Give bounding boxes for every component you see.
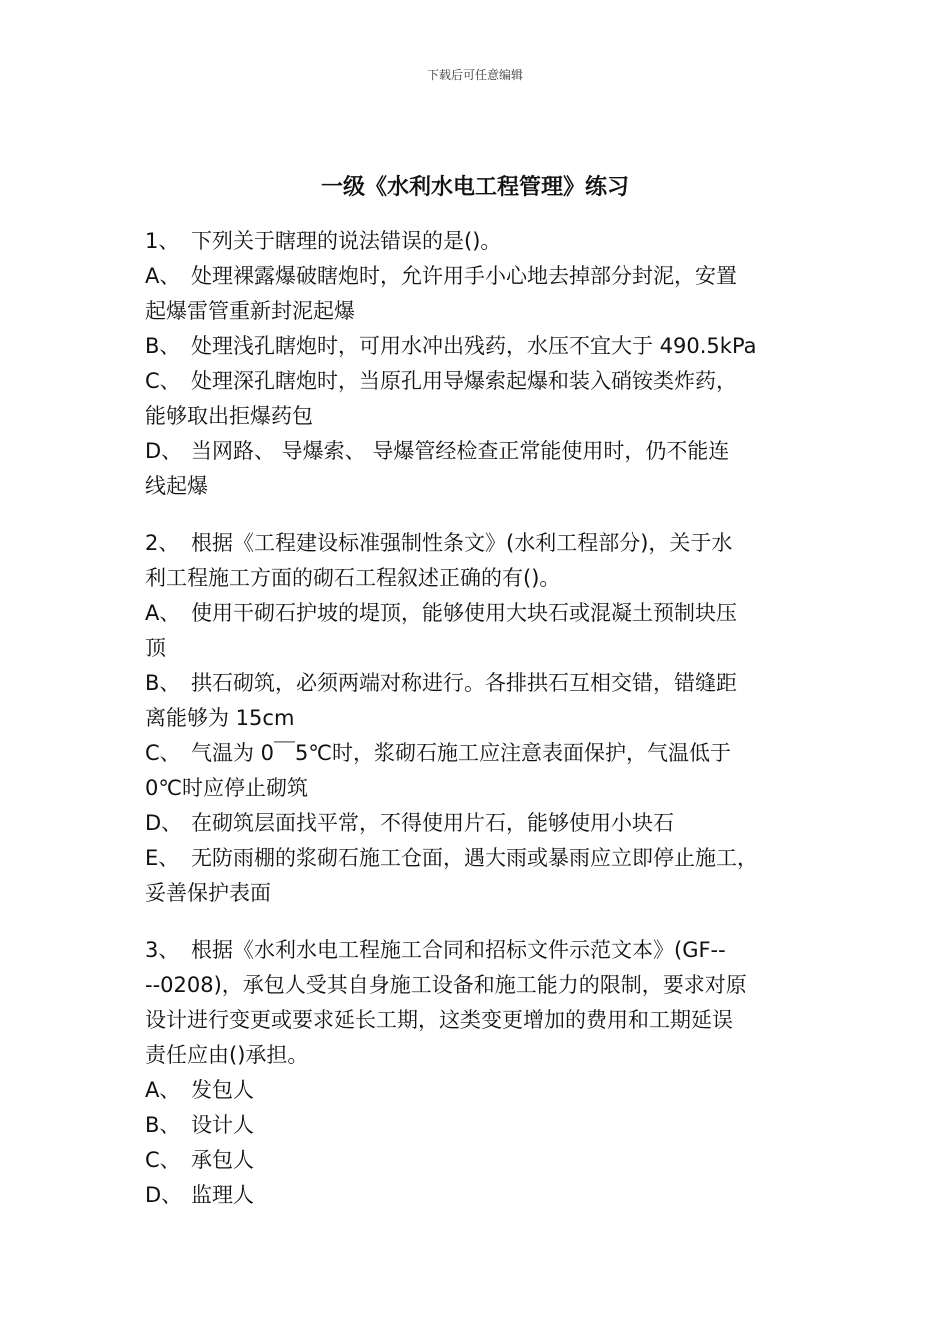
option-text: 能够取出拒爆药包 [145, 404, 313, 428]
question-stem-line [145, 224, 805, 259]
question-stem-line [145, 526, 805, 561]
option-text: 拱石砌筑，必须两端对称进行。各排拱石互相交错，错缝距 [191, 671, 737, 695]
option-item [145, 841, 805, 911]
question-stem-text: 根据《水利水电工程施工合同和招标文件示范文本》(GF-- [191, 938, 726, 962]
option-marker: B、 [145, 1113, 181, 1137]
option-item [145, 736, 805, 806]
option-line [145, 1178, 805, 1213]
option-line [145, 469, 805, 504]
option-line [145, 259, 805, 294]
option-item [145, 1143, 805, 1178]
option-text: 气温为 0￣5℃时，浆砌石施工应注意表面保护，气温低于 [191, 741, 731, 765]
document-title: 一级《水利水电工程管理》练习 [320, 175, 629, 200]
question-stem-line [145, 561, 805, 596]
option-text: 处理裸露爆破瞎炮时，允许用手小心地去掉部分封泥，安置 [191, 264, 737, 288]
option-line [145, 364, 805, 399]
question-stem-text: 下列关于瞎理的说法错误的是()。 [191, 229, 502, 253]
option-text: 顶 [145, 636, 166, 660]
header-note: 下载后可任意编辑 [426, 68, 523, 82]
option-line [145, 399, 805, 434]
option-marker: B、 [145, 334, 181, 358]
option-text: 承包人 [191, 1148, 254, 1172]
option-item [145, 1178, 805, 1213]
option-line [145, 434, 805, 469]
option-marker: D、 [145, 811, 183, 835]
question-stem-text: 利工程施工方面的砌石工程叙述正确的有()。 [145, 566, 561, 590]
option-item [145, 596, 805, 666]
option-text: 起爆雷管重新封泥起爆 [145, 299, 355, 323]
question-stem-line [145, 933, 805, 968]
question-stem-marker: 3、 [145, 938, 180, 962]
question-3 [145, 933, 805, 1213]
option-line [145, 771, 805, 806]
question-stem-line [145, 1003, 805, 1038]
option-item [145, 434, 805, 504]
question-1 [145, 224, 805, 504]
option-text: 处理浅孔瞎炮时，可用水冲出残药，水压不宜大于 490.5kPa [191, 334, 757, 358]
question-stem-text: 根据《工程建设标准强制性条文》(水利工程部分)，关于水 [191, 531, 733, 555]
option-marker: C、 [145, 1148, 181, 1172]
option-line [145, 1108, 805, 1143]
option-marker: A、 [145, 601, 181, 625]
option-item [145, 259, 805, 329]
option-marker: D、 [145, 439, 183, 463]
option-item [145, 666, 805, 736]
option-text: 设计人 [191, 1113, 254, 1137]
question-2 [145, 526, 805, 911]
option-text: 使用干砌石护坡的堤顶，能够使用大块石或混凝土预制块压 [191, 601, 737, 625]
option-marker: D、 [145, 1183, 183, 1207]
option-line [145, 736, 805, 771]
option-text: 监理人 [191, 1183, 254, 1207]
option-line [145, 841, 805, 876]
question-stem-marker: 1、 [145, 229, 180, 253]
question-stem-text: 设计进行变更或要求延长工期，这类变更增加的费用和工期延误 [145, 1008, 733, 1032]
option-text: 无防雨棚的浆砌石施工仓面，遇大雨或暴雨应立即停止施工， [191, 846, 758, 870]
option-line [145, 631, 805, 666]
option-marker: E、 [145, 846, 180, 870]
option-text: 发包人 [191, 1078, 254, 1102]
option-line [145, 701, 805, 736]
option-marker: A、 [145, 1078, 181, 1102]
option-item [145, 364, 805, 434]
question-stem-line [145, 1038, 805, 1073]
option-line [145, 596, 805, 631]
option-item [145, 1073, 805, 1108]
option-line [145, 1143, 805, 1178]
option-text: 在砌筑层面找平常，不得使用片石，能够使用小块石 [191, 811, 674, 835]
option-text: 当网路、 导爆索、 导爆管经检查正常能使用时，仍不能连 [191, 439, 730, 463]
option-item [145, 1108, 805, 1143]
option-item [145, 806, 805, 841]
option-marker: C、 [145, 741, 181, 765]
question-stem-marker: 2、 [145, 531, 180, 555]
option-line [145, 294, 805, 329]
option-marker: C、 [145, 369, 181, 393]
option-text: 离能够为 15cm [145, 706, 295, 730]
question-stem-line [145, 968, 805, 1003]
option-text: 0℃时应停止砌筑 [145, 776, 308, 800]
option-line [145, 876, 805, 911]
option-text: 处理深孔瞎炮时，当原孔用导爆索起爆和装入硝铵类炸药， [191, 369, 737, 393]
option-text: 妥善保护表面 [145, 881, 271, 905]
option-item [145, 329, 805, 364]
option-text: 线起爆 [145, 474, 208, 498]
option-line [145, 1073, 805, 1108]
option-marker: A、 [145, 264, 181, 288]
option-line [145, 806, 805, 841]
question-stem-text: --0208)，承包人受其自身施工设备和施工能力的限制，要求对原 [145, 973, 747, 997]
question-list [145, 224, 805, 1235]
option-line [145, 329, 805, 364]
option-line [145, 666, 805, 701]
question-stem-text: 责任应由()承担。 [145, 1043, 309, 1067]
option-marker: B、 [145, 671, 181, 695]
